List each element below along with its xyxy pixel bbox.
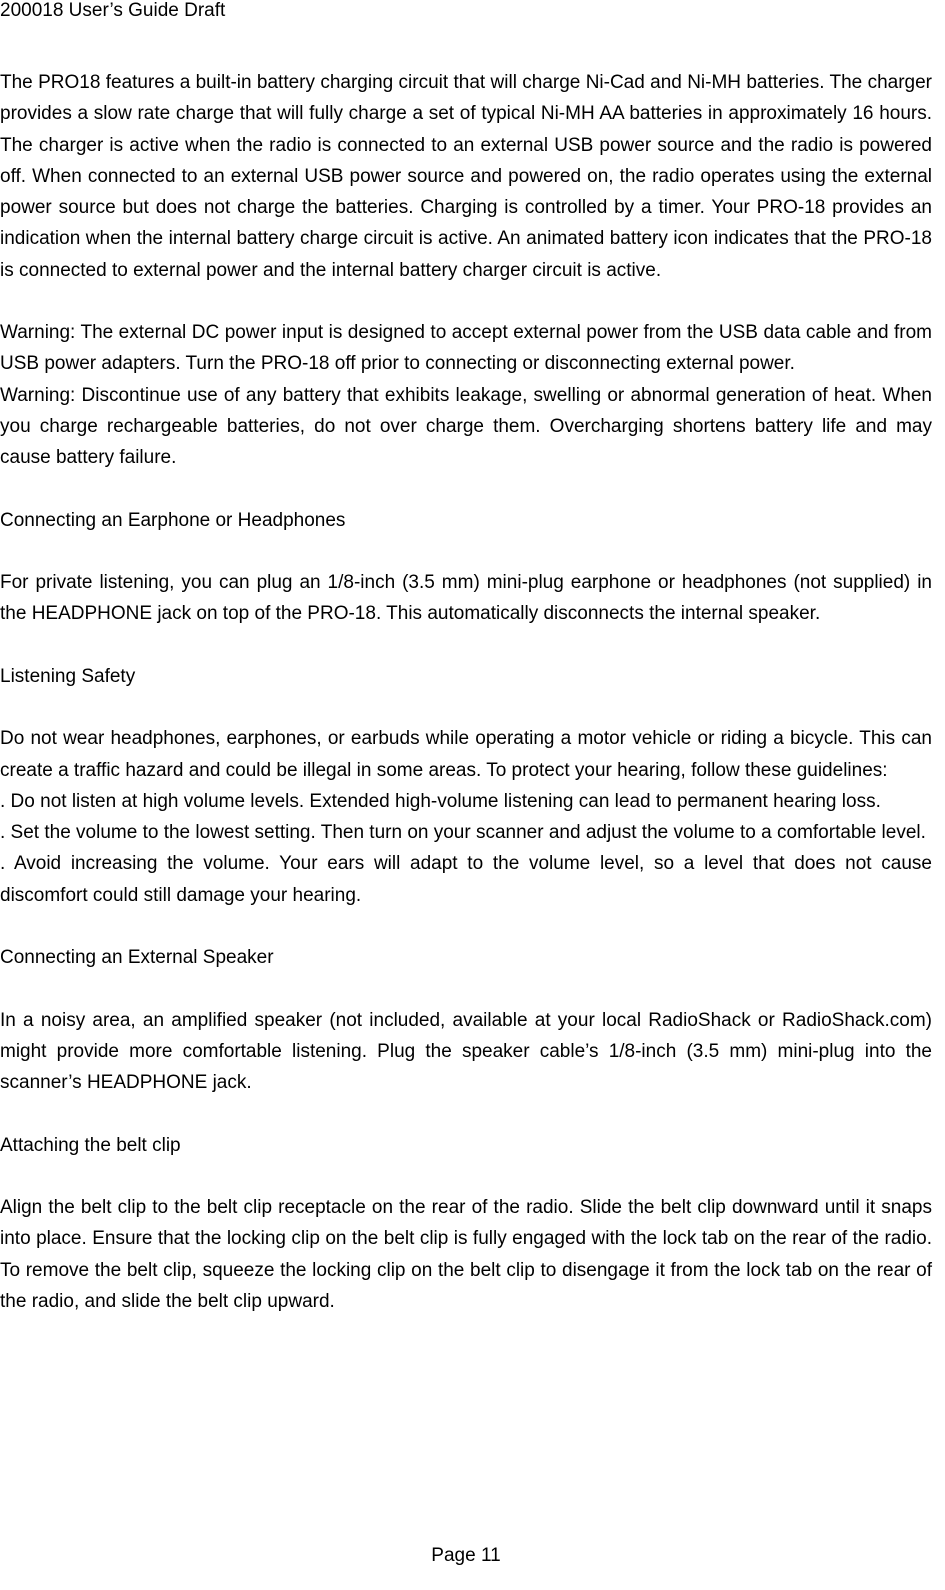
spacer bbox=[0, 692, 932, 723]
guideline-item-3: . Avoid increasing the volume. Your ears will adapt to the volume level, so a level that does not cause discomfort could still damage your hearing. bbox=[0, 853, 932, 906]
guideline-item-1: . Do not listen at high volume levels. Extended high-volume listening can lead to permanent hearing loss. bbox=[0, 790, 881, 812]
document-header: 200018 User’s Guide Draft bbox=[0, 0, 226, 21]
spacer bbox=[0, 630, 932, 661]
heading-listening-safety: Listening Safety bbox=[0, 665, 136, 687]
spacer bbox=[0, 973, 932, 1004]
spacer bbox=[0, 536, 932, 567]
spacer bbox=[0, 1098, 932, 1129]
warning-dc-power: Warning: The external DC power input is designed to accept external power from the USB data cable and from USB power adapters. Turn the PRO-18 off prior to connecting or disconnecting external power. bbox=[0, 322, 932, 375]
guideline-item-2: . Set the volume to the lowest setting. Then turn on your scanner and adjust the volume to a comfortable level. bbox=[0, 822, 926, 843]
paragraph-earphone: For private listening, you can plug an 1/8-inch (3.5 mm) mini-plug earphone or headphones (not supplied) in the HEADPHONE jack on top of the PRO-18. This automatically disconnects the internal speaker. bbox=[0, 572, 932, 625]
paragraph-listening-safety: Do not wear headphones, earphones, or earbuds while operating a motor vehicle or riding a bicycle. This can create a traffic hazard and could be illegal in some areas. To protect your hearing, follow these guidelines: bbox=[0, 728, 932, 781]
heading-external-speaker: Connecting an External Speaker bbox=[0, 947, 274, 968]
spacer bbox=[0, 911, 932, 942]
paragraph-external-speaker: In a noisy area, an amplified speaker (not included, available at your local RadioShack or RadioShack.com) might provide more comfortable listening. Plug the speaker cable’s 1/8-inch (3.5 mm) mini-plug into the scanner’s HEADPHONE jack. bbox=[0, 1009, 932, 1093]
page-number: Page 11 bbox=[431, 1545, 501, 1566]
spacer bbox=[0, 473, 932, 504]
warning-battery: Warning: Discontinue use of any battery that exhibits leakage, swelling or abnormal generation of heat. When you charge rechargeable batteries, do not over charge them. Overcharging shortens battery life and may cause battery failure. bbox=[0, 384, 932, 468]
paragraph-battery-charging: The PRO18 features a built-in battery charging circuit that will charge Ni-Cad and Ni-MH batteries. The charger provides a slow rate charge that will fully charge a set of typical Ni-MH AA batteries in approximately 16 hours. The charger is active when the radio is connected to an external USB power source and the radio is powered off. When connected to an external USB power source and powered on, the radio operates using the external power source but does not charge the batteries. Charging is controlled by a timer. Your PRO-18 provides an indication when the internal battery charge circuit is active. An animated battery icon indicates that the PRO-18 is connected to external power and the internal battery charger circuit is active. bbox=[0, 72, 932, 281]
spacer bbox=[0, 1161, 932, 1192]
heading-earphone: Connecting an Earphone or Headphones bbox=[0, 509, 346, 531]
heading-belt-clip: Attaching the belt clip bbox=[0, 1134, 181, 1156]
spacer bbox=[0, 286, 932, 317]
document-body bbox=[0, 67, 932, 1317]
paragraph-belt-clip: Align the belt clip to the belt clip receptacle on the rear of the radio. Slide the belt clip downward until it snaps into place. Ensure that the locking clip on the belt clip is fully engaged with the lock tab on the rear of the radio. To remove the belt clip, squeeze the locking clip on the belt clip to disengage it from the lock tab on the rear of the radio, and slide the belt clip upward. bbox=[0, 1197, 932, 1312]
